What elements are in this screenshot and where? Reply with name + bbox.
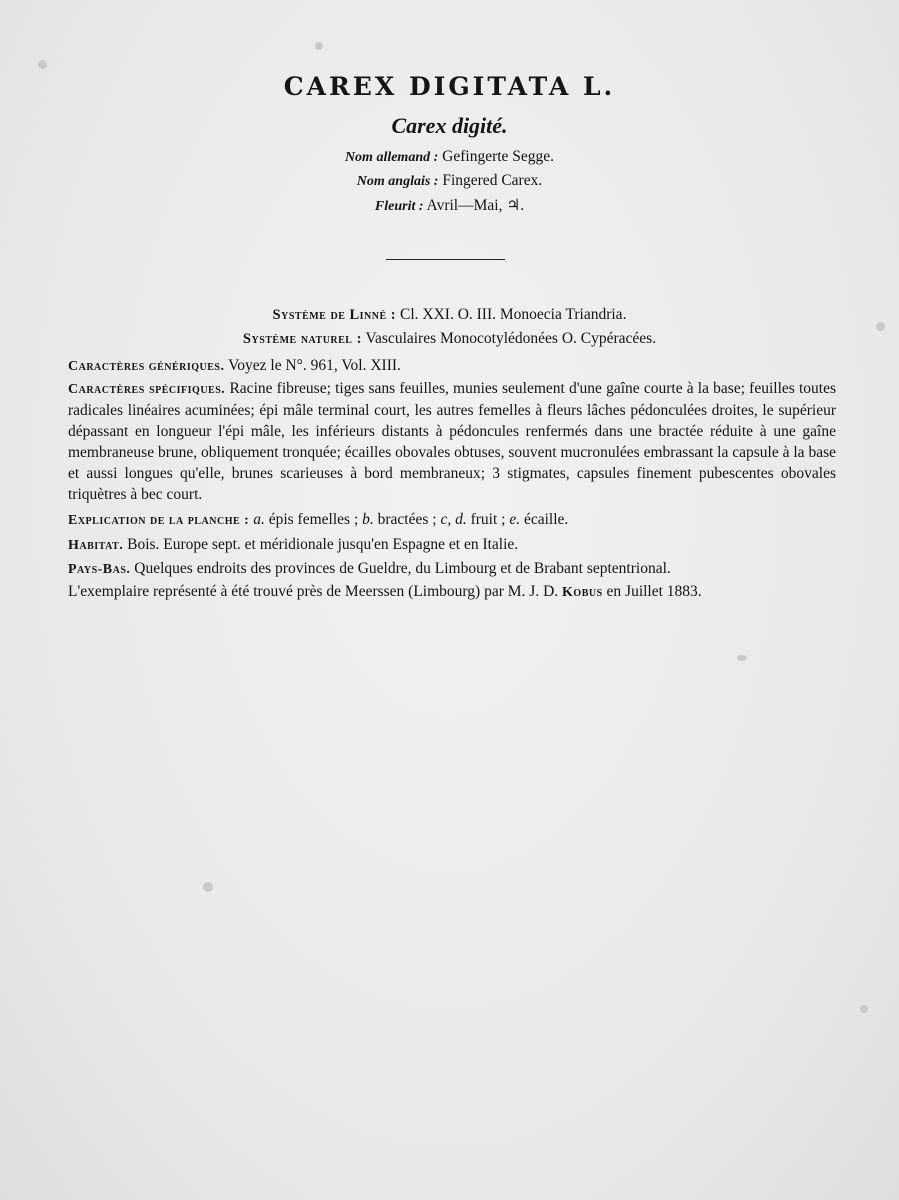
specimen-paragraph <box>68 581 836 603</box>
species-title: CAREX DIGITATA L. <box>283 72 616 101</box>
natural-system-label: Système naturel : <box>242 331 362 347</box>
plate-explanation-label: Explication de la planche : <box>68 513 250 528</box>
plate-key-b: b. <box>362 511 374 528</box>
plate-key-e: e. <box>509 511 521 528</box>
german-name-line <box>0 148 899 166</box>
german-name-label: Nom allemand : <box>344 150 439 165</box>
flowering-value: Avril—Mai, ♃. <box>426 197 525 214</box>
plate-key-a: a. <box>253 511 265 528</box>
linne-system-line <box>0 306 899 324</box>
english-name-label: Nom anglais : <box>356 174 439 189</box>
collector-name: Kobus <box>562 585 603 600</box>
paper-speck <box>315 42 323 50</box>
flowering-label: Fleurit : <box>374 199 424 214</box>
species-subtitle: Carex digité. <box>391 113 508 138</box>
plate-key-b-text: bractées ; <box>377 511 437 528</box>
linne-system-value: Cl. XXI. O. III. Monoecia Triandria. <box>400 306 627 323</box>
flowering-line <box>0 196 899 215</box>
natural-system-value: Vasculaires Monocotylédonées O. Cypéracées. <box>365 330 657 347</box>
paper-speck <box>737 655 747 661</box>
habitat-label: Habitat. <box>68 538 124 553</box>
specimen-text-end: en Juillet 1883. <box>606 583 702 600</box>
paper-speck <box>203 882 213 892</box>
netherlands-paragraph <box>68 558 836 580</box>
specific-characters-label: Caractères spécifiques. <box>68 382 226 397</box>
plate-key-cd-text: fruit ; <box>470 511 506 528</box>
english-name-line <box>0 172 899 190</box>
german-name-value: Gefingerte Segge. <box>442 148 555 165</box>
generic-characters-paragraph <box>68 355 836 377</box>
specific-characters-text: Racine fibreuse; tiges sans feuilles, munies seulement d'une gaîne courte à la base; feuilles toutes radicales linéaires acuminées; épi mâle terminal court, les autres femelles à fleurs lâches pédonculées droites, le supérieur dépassant en longueur l'épi mâle, les inférieurs distants à pédoncules renfermés dans une bractée réduite à une gaîne membraneuse brune, obliquement tronquée; écailles obovales obtuses, souvent mucronulées embrassant la capsule à la base et aussi longues qu'elle, brunes scarieuses à bord membraneux; 3 stigmates, capsules finement pubescentes obovales triquètres à bec court. <box>68 380 837 503</box>
plate-explanation-paragraph <box>68 509 836 531</box>
habitat-paragraph <box>68 534 836 556</box>
generic-characters-text: Voyez le N°. 961, Vol. XIII. <box>228 357 401 374</box>
plate-key-cd: c, d. <box>440 511 467 528</box>
generic-characters-label: Caractères génériques. <box>68 359 225 374</box>
specific-characters-paragraph <box>68 378 836 505</box>
paper-speck <box>38 60 47 69</box>
specimen-text-start: L'exemplaire représenté à été trouvé près de Meerssen (Limbourg) par M. J. D. <box>68 583 559 600</box>
plate-key-a-text: épis femelles ; <box>268 511 359 528</box>
netherlands-text: Quelques endroits des provinces de Gueldre, du Limbourg et de Brabant septentrional. <box>134 560 671 577</box>
netherlands-label: Pays-Bas. <box>68 562 131 577</box>
section-divider <box>386 259 505 260</box>
paper-speck <box>860 1005 868 1013</box>
natural-system-line <box>0 330 899 348</box>
linne-system-label: Système de Linné : <box>272 307 397 323</box>
english-name-value: Fingered Carex. <box>442 172 543 189</box>
plate-key-e-text: écaille. <box>523 511 569 528</box>
habitat-text: Bois. Europe sept. et méridionale jusqu'en Espagne et en Italie. <box>127 536 519 553</box>
